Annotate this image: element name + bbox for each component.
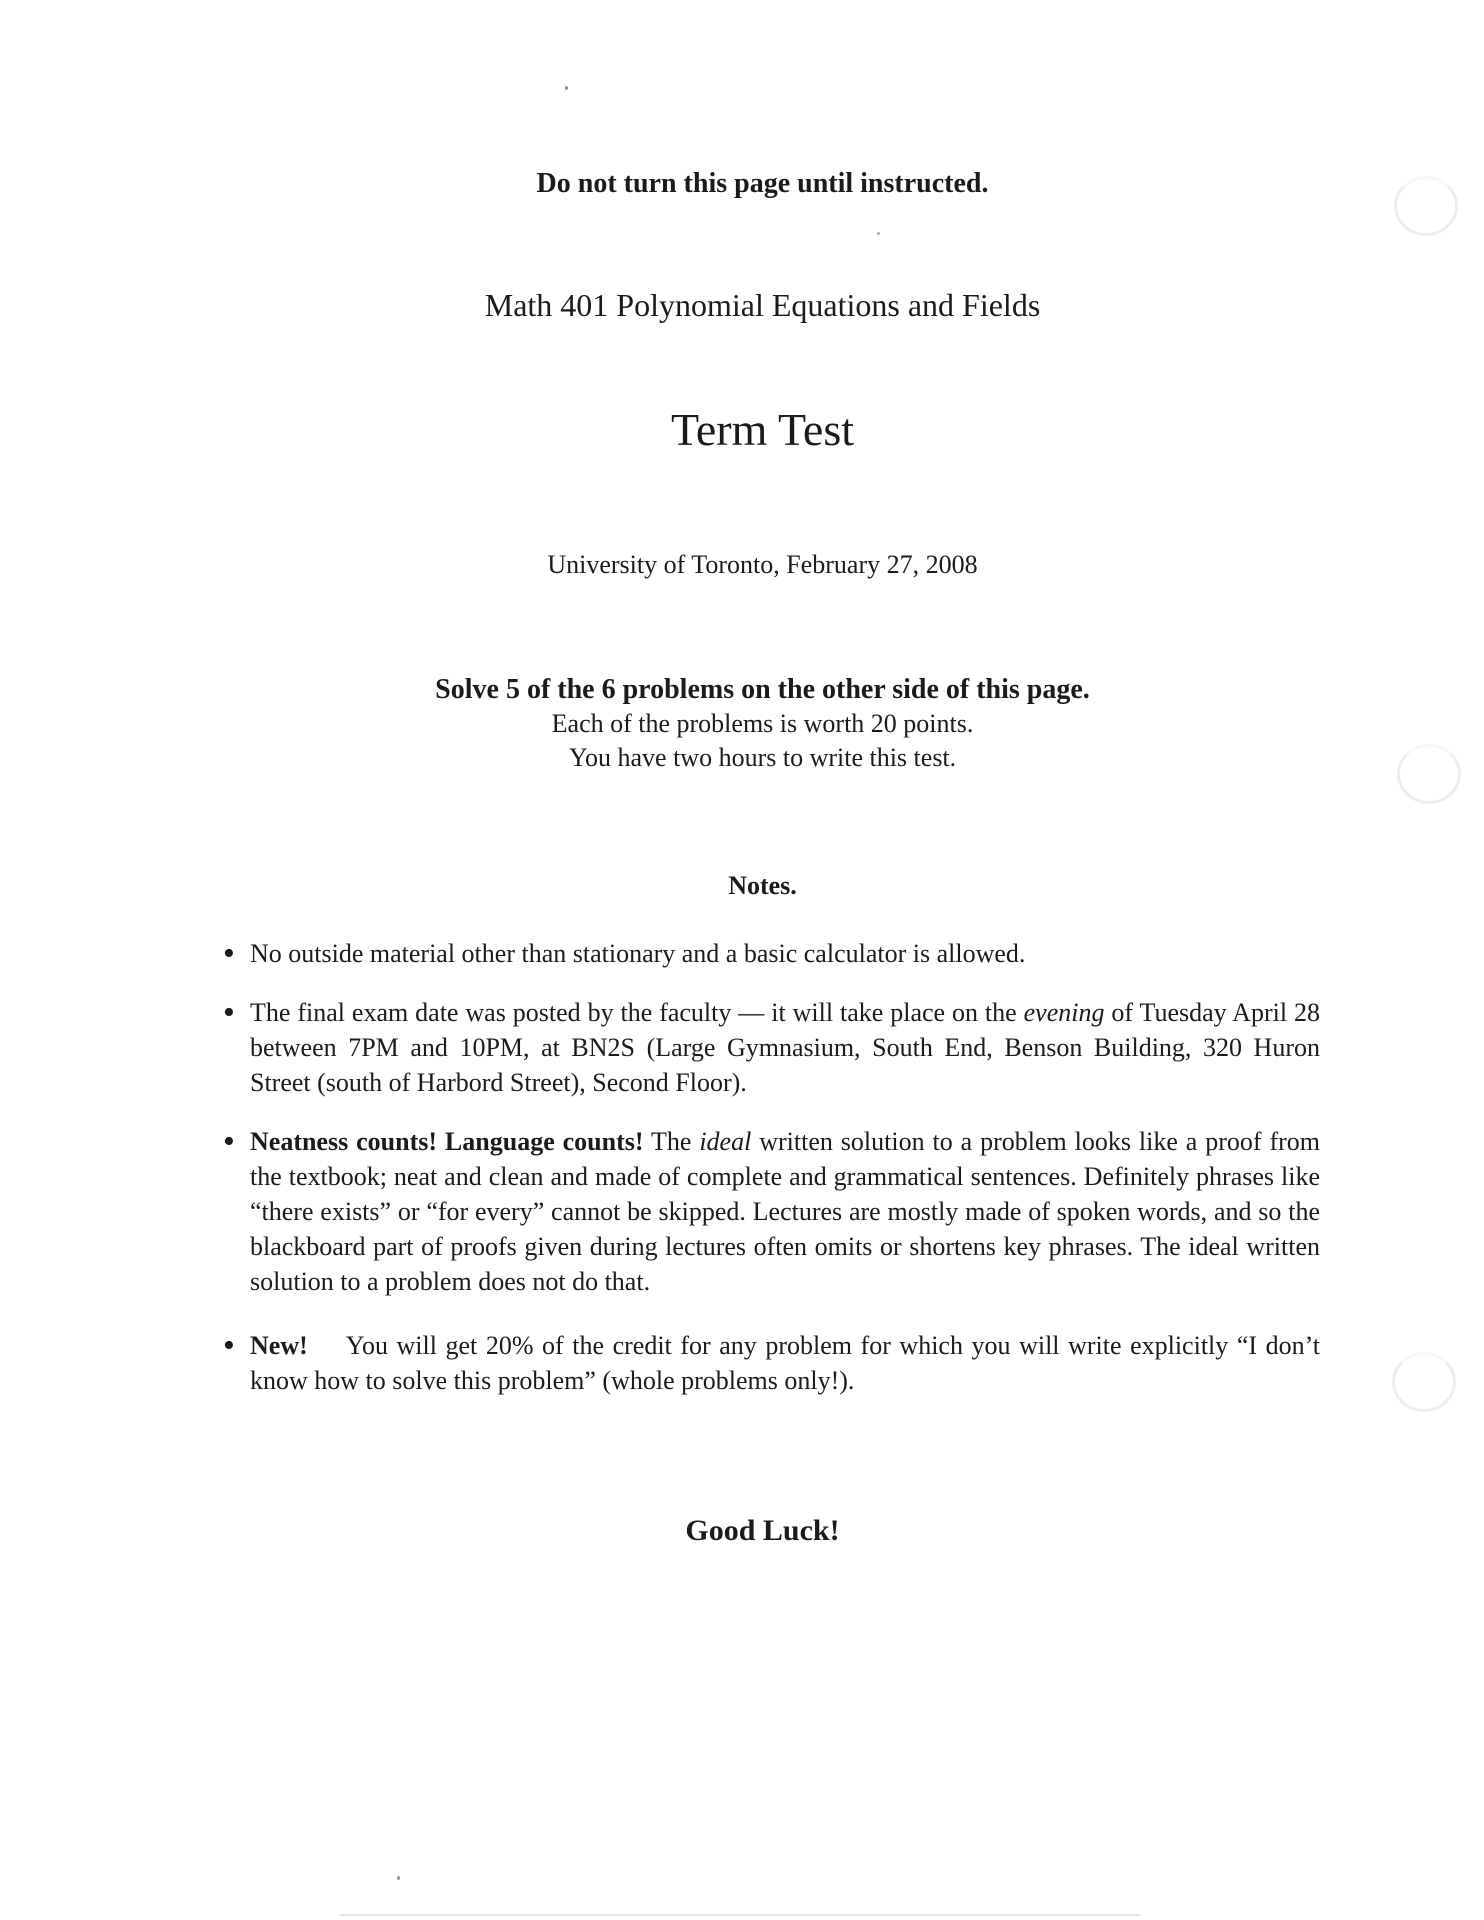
hole-punch-artifact [1392,1352,1456,1412]
scan-speck-artifact [877,232,880,235]
bullet-icon: • [223,1123,235,1160]
instruction-line-1: Solve 5 of the 6 problems on the other side of this page. [435,674,1090,705]
course-title: Math 401 Polynomial Equations and Fields [484,287,1041,323]
scan-speck-artifact [397,1876,400,1880]
note-segment-italic: evening [1023,998,1105,1027]
notes-heading: Notes. [728,871,797,900]
instructions-block [205,673,1320,775]
note-segment-bold: Neatness counts! Language counts! [250,1127,644,1156]
notes-list [205,936,1320,1398]
note-segment-italic: ideal [699,1127,752,1156]
hole-punch-artifact [1397,744,1461,804]
note-text [250,1328,1320,1398]
document-body [205,0,1320,1549]
note-segment-bold: New! [250,1331,308,1360]
instruction-line-2: Each of the problems is worth 20 points. [551,709,974,738]
note-item-final-exam [205,995,1320,1100]
bullet-icon: • [223,1327,235,1364]
note-text [250,936,1320,971]
note-segment: The final exam date was posted by the faculty — it will take place on the [250,998,1024,1027]
note-item-new-rule [205,1328,1320,1398]
warning-heading: Do not turn this page until instructed. [536,168,989,199]
hole-punch-artifact [1394,176,1458,236]
scan-speck-artifact [565,86,568,90]
note-segment: written solution to a problem looks like a proof from the textbook; neat and clean and made of complete and grammatical sentences. Definitely phrases like “there exists” or “for every” cannot be skipped. Lectures are mostly made of spoken words, and so the blackboard part of proofs given during lectures often omits or shortens key phrases. The ideal written solution to a problem does not do that. [250,1127,1321,1296]
note-segment: You will get 20% of the credit for any problem for which you will write explicitly “I don’t know how to solve this problem” (whole problems only!). [250,1331,1320,1395]
note-text [250,995,1320,1100]
note-item-materials [205,936,1320,971]
note-text [250,1124,1320,1299]
note-segment: The [643,1127,700,1156]
note-segment: of Tuesday April 28 between 7PM and 10PM, at BN2S (Large Gymnasium, South End, Benson Building, 320 Huron Street (south of Harbord Street), Second Floor). [250,998,1320,1097]
instruction-line-3: You have two hours to write this test. [568,743,957,772]
closing-message: Good Luck! [685,1514,840,1547]
scan-edge-artifact [340,1914,1140,1916]
bullet-icon: • [223,994,235,1031]
test-title: Term Test [670,404,855,455]
note-item-neatness [205,1124,1320,1299]
venue-date: University of Toronto, February 27, 2008 [547,550,978,579]
note-segment: No outside material other than stationary and a basic calculator is allowed. [250,939,1026,968]
bullet-icon: • [223,935,235,972]
